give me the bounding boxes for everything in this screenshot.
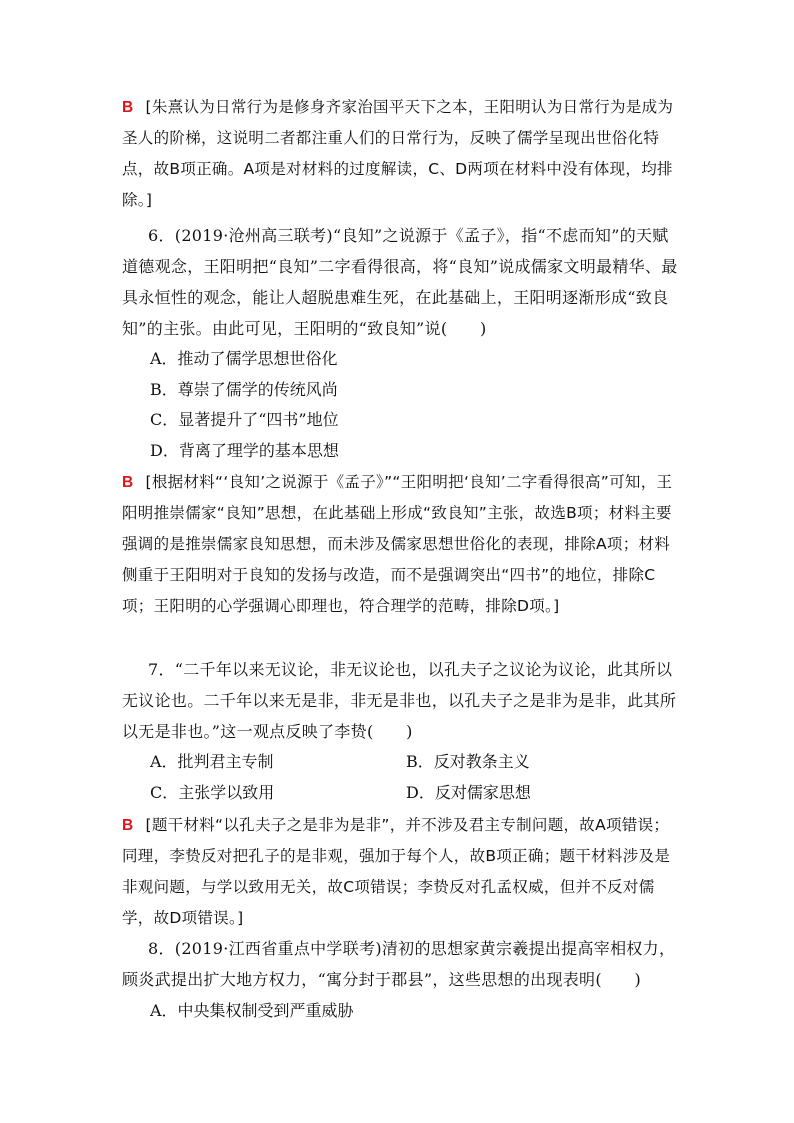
question-7-option-b: B．反对教条主义 (406, 752, 530, 771)
question-8-stem: 8．(2019·江西省重点中学联考)清初的思想家黄宗羲提出提高宰相权力，顾炎武提出扩大地方权力，“寓分封于郡县”，这些思想的出现表明( ) (122, 939, 676, 989)
answer-5-explanation (122, 92, 678, 216)
question-7-option-d: D．反对儒家思想 (406, 783, 531, 802)
question-8-option-a: A．中央集权制受到严重威胁 (150, 1001, 354, 1020)
answer-7-explanation (122, 810, 678, 934)
question-7-option-c: C．主张学以致用 (150, 783, 275, 802)
answer-5-mark: B (122, 99, 134, 116)
question-6-option-d: D．背离了理学的基本思想 (150, 441, 339, 460)
question-6-stem: 6．(2019·沧州高三联考)“良知”之说源于《孟子》，指“不虑而知”的天赋道德观念，王阳明把“良知”二字看得很高，将“良知”说成儒家文明最精华、最具永恒性的观念，能让人超脱患难生死，在此基础上，王阳明逐渐形成“致良知”的主张。由此可见，王阳明的“致良知”说( ) (122, 226, 678, 338)
answer-6-mark: B (122, 474, 134, 491)
answer-6-text: [根据材料“‘良知’之说源于《孟子》”“王阳明把‘良知’二字看得很高”可知，王阳明推崇儒家“良知”思想，在此基础上形成“致良知”主张，故选B项；材料主要强调的是推崇儒家良知思想，而未涉及儒家思想世俗化的表现，排除A项；材料侧重于王阳明对于良知的发扬与改造，而不是强调突出“四书”的地位，排除C项；王阳明的心学强调心即理也，符合理学的范畴，排除D项。] (122, 473, 673, 615)
answer-7-mark: B (122, 817, 134, 834)
question-6-option-c: C．显著提升了“四书”地位 (150, 410, 339, 429)
answer-6-explanation (122, 467, 678, 622)
question-6-option-b: B．尊崇了儒学的传统风尚 (150, 380, 338, 399)
question-7-option-a: A．批判君主专制 (150, 752, 274, 771)
answer-7-text: [题干材料“以孔夫子之是非为是非”，并不涉及君主专制问题，故A项错误；同理，李贽反对把孔子的是非观，强加于每个人，故B项正确；题干材料涉及是非观问题，与学以致用无关，故C项错误；李贽反对孔孟权威，但并不反对儒学，故D项错误。] (122, 816, 671, 927)
answer-5-text: [朱熹认为日常行为是修身齐家治国平天下之本，王阳明认为日常行为是成为圣人的阶梯，这说明二者都注重人们的日常行为，反映了儒学呈现出世俗化特点，故B项正确。A项是对材料的过度解读，C、D两项在材料中没有体现，均排除。] (122, 98, 674, 209)
question-6-option-a: A．推动了儒学思想世俗化 (150, 349, 338, 368)
question-7-stem: 7．“二千年以来无议论，非无议论也，以孔夫子之议论为议论，此其所以无议论也。二千年以来无是非，非无是非也，以孔夫子之是非为是非，此其所以无是非也。”这一观点反映了李贽( ) (122, 660, 677, 741)
